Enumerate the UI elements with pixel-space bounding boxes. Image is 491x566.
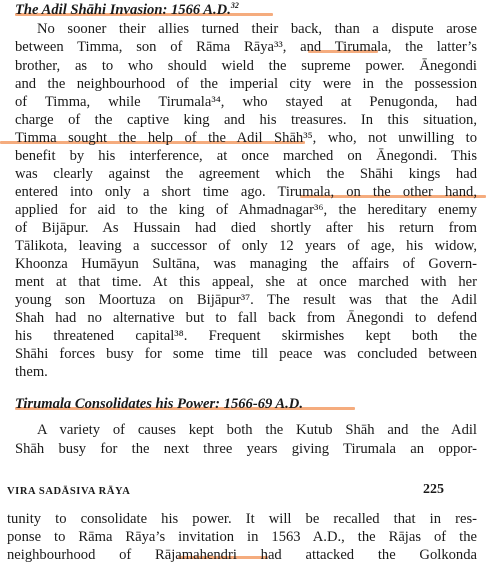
text-line: ponse to Rāma Rāya’s invitation in 1563 A.D., the Rājas of the bbox=[7, 529, 477, 545]
text-line: A variety of causes kept both the Kutub Shāh and the Adil bbox=[37, 422, 477, 438]
section-heading bbox=[15, 395, 303, 413]
text-line: Shāhi forces busy for some time till peace was concluded between bbox=[15, 346, 477, 362]
text-line: neighbourhood of Rājamahendri had attacked the Golkonda bbox=[7, 547, 477, 563]
heading-text: Tirumala Consolidates his Power: 1566-69 A.D. bbox=[15, 396, 303, 412]
heading-text: The Adil Shāhi Invasion: 1566 A.D. bbox=[15, 2, 231, 18]
section-heading bbox=[15, 1, 239, 19]
text-line: ment at that time. At this appeal, she at once marched with her bbox=[15, 274, 477, 290]
text-line: Shāh busy for the next three years giving Tirumala an oppor- bbox=[15, 441, 477, 457]
text-line: charge of the captive king and his treasures. In this situation, bbox=[15, 112, 477, 128]
text-line: tunity to consolidate his power. It will be recalled that in res- bbox=[7, 511, 477, 527]
text-line: entered into only a short time ago. Tirumala, on the other hand, bbox=[15, 184, 477, 200]
running-title: VIRA SADĀSIVA RĀYA bbox=[7, 486, 131, 497]
text-line: his threatened capital³⁸. Frequent skirmishes kept both the bbox=[15, 328, 477, 344]
text-line: brother, as to who should wield the supreme power. Ānegondi bbox=[15, 58, 477, 74]
text-line: Tālikota, leaving a successor of only 12 years of age, his widow, bbox=[15, 238, 477, 254]
text-line: benefit by his interference, at once marched on Ānegondi. This bbox=[15, 148, 477, 164]
text-line: Shah had no alternative but to fall back from Ānegondi to defend bbox=[15, 310, 477, 326]
text-line: of Timma, while Tirumala³⁴, who stayed at Penugonda, had bbox=[15, 94, 477, 110]
text-line: Khoonza Humāyun Sultāna, was managing the affairs of Govern- bbox=[15, 256, 477, 272]
page-number: 225 bbox=[423, 482, 444, 497]
text-line: young son Moortuza on Bijāpur³⁷. The result was that the Adil bbox=[15, 292, 477, 308]
text-line: applied for aid to the king of Ahmadnagar³⁶, the hereditary enemy bbox=[15, 202, 477, 218]
heading-footnote-ref: 32 bbox=[230, 1, 239, 11]
text-line: between Timma, son of Rāma Rāya³³, and Tirumala, the latter’s bbox=[15, 39, 477, 55]
text-line: No sooner their allies turned their back, than a dispute arose bbox=[37, 21, 477, 37]
text-line: of Bijāpur. As Hussain had died shortly after his return from bbox=[15, 220, 477, 236]
text-line: was clearly against the agreement which the Shāhi kings had bbox=[15, 166, 477, 182]
text-line: Timma sought the help of the Adil Shāh³⁵, who, not unwilling to bbox=[15, 130, 477, 146]
text-line: them. bbox=[15, 364, 48, 380]
text-line: and the neighbourhood of the imperial city were in the possession bbox=[15, 76, 477, 92]
